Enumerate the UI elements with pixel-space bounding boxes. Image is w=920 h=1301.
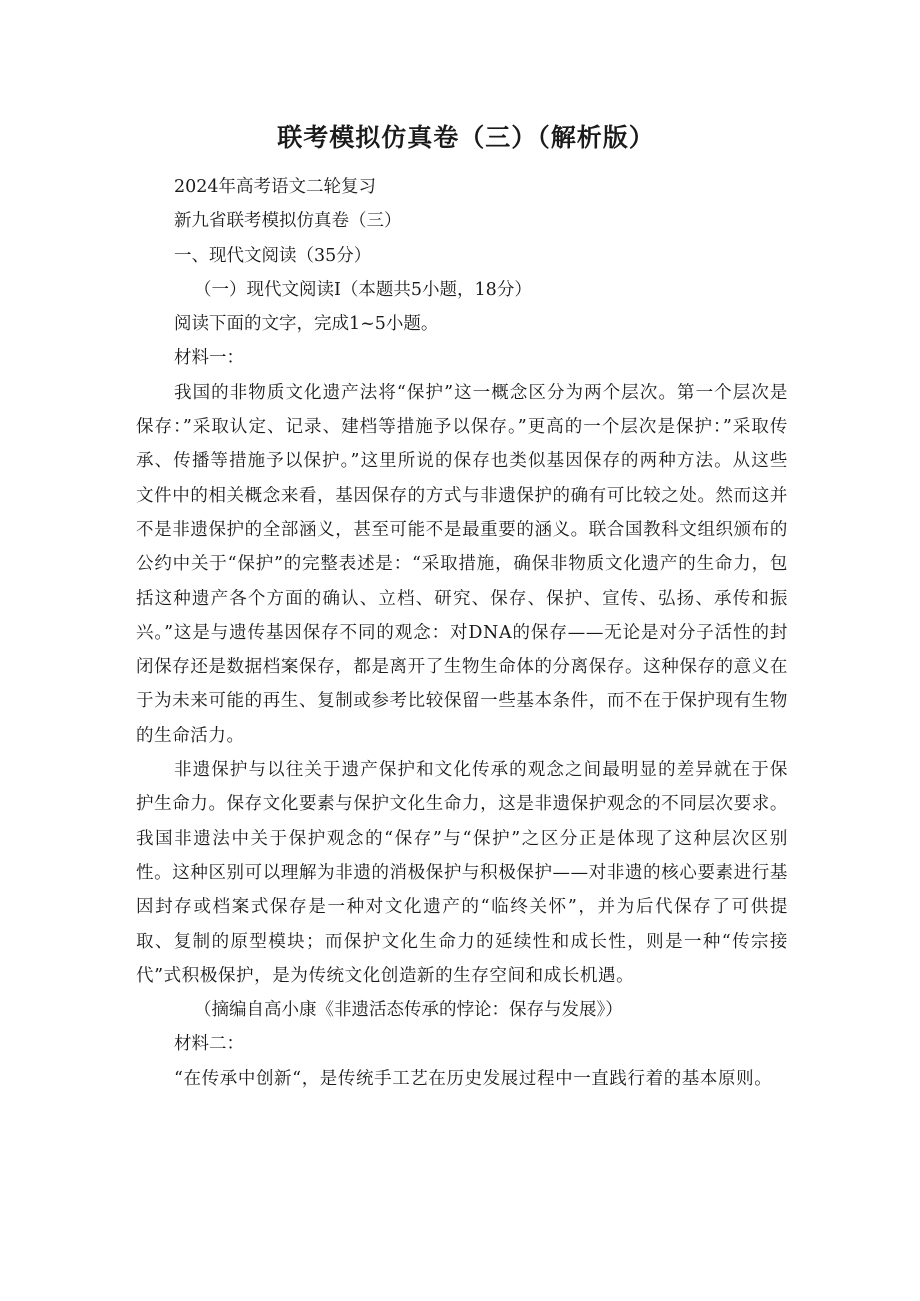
material-one-paragraph-1: 我国的非物质文化遗产法将“保护”这一概念区分为两个层次。第一个层次是保存：”采取认定、记录、建档等措施予以保存。”更高的一个层次是保护：”采取传承、传播等措施予以保护。”这里所说的保存也类似基因保存的两种方法。从这些文件中的相关概念来看，基因保存的方式与非遗保护的确有可比较之处。然而这并不是非遗保护的全部涵义，甚至可能不是最重要的涵义。联合国教科文组织颁布的公约中关于“保护”的完整表述是：“采取措施，确保非物质文化遗产的生命力，包括这种遗产各个方面的确认、立档、研究、保存、保护、宣传、弘扬、承传和振兴。”这是与遗传基因保存不同的观念：对DNA的保存——无论是对分子活性的封闭保存还是数据档案保存，都是离开了生物生命体的分离保存。这种保存的意义在于为未来可能的再生、复制或参考比较保留一些基本条件，而不在于保护现有生物的生命活力。 [136, 382, 789, 746]
subsection-heading: （一）现代文阅读Ⅰ（本题共5小题，18分） [194, 279, 532, 300]
material-one-paragraph-2: 非遗保护与以往关于遗产保护和文化传承的观念之间最明显的差异就在于保护生命力。保存文化要素与保护文化生命力，这是非遗保护观念的不同层次要求。我国非遗法中关于保护观念的“保存”与“保护”之区分正是体现了这种层次区别性。这种区别可以理解为非遗的消极保护与积极保护——对非遗的核心要素进行基因封存或档案式保存是一种对文化遗产的“临终关怀”，并为后代保存了可供提取、复制的原型模块；而保护文化生命力的延续性和成长性，则是一种“传宗接代”式积极保护，是为传统文化创造新的生存空间和成长机遇。 [136, 760, 788, 986]
material-one-label: 材料一： [174, 348, 244, 369]
material-two-paragraph-1: “在传承中创新“，是传统手工艺在历史发展过程中一直践行着的基本原则。 [174, 1068, 773, 1089]
exam-name: 新九省联考模拟仿真卷（三） [174, 211, 402, 232]
exam-subtitle: 2024年高考语文二轮复习 [174, 177, 377, 197]
document-title: 联考模拟仿真卷（三）（解析版） [277, 123, 655, 152]
reading-instruction: 阅读下面的文字，完成1~5小题。 [174, 314, 439, 335]
material-one-source: （摘编自高小康《非遗活态传承的悖论：保存与发展》） [194, 1000, 623, 1021]
section-heading: 一、现代文阅读（35分） [174, 245, 372, 266]
material-two-label: 材料二： [174, 1034, 244, 1055]
